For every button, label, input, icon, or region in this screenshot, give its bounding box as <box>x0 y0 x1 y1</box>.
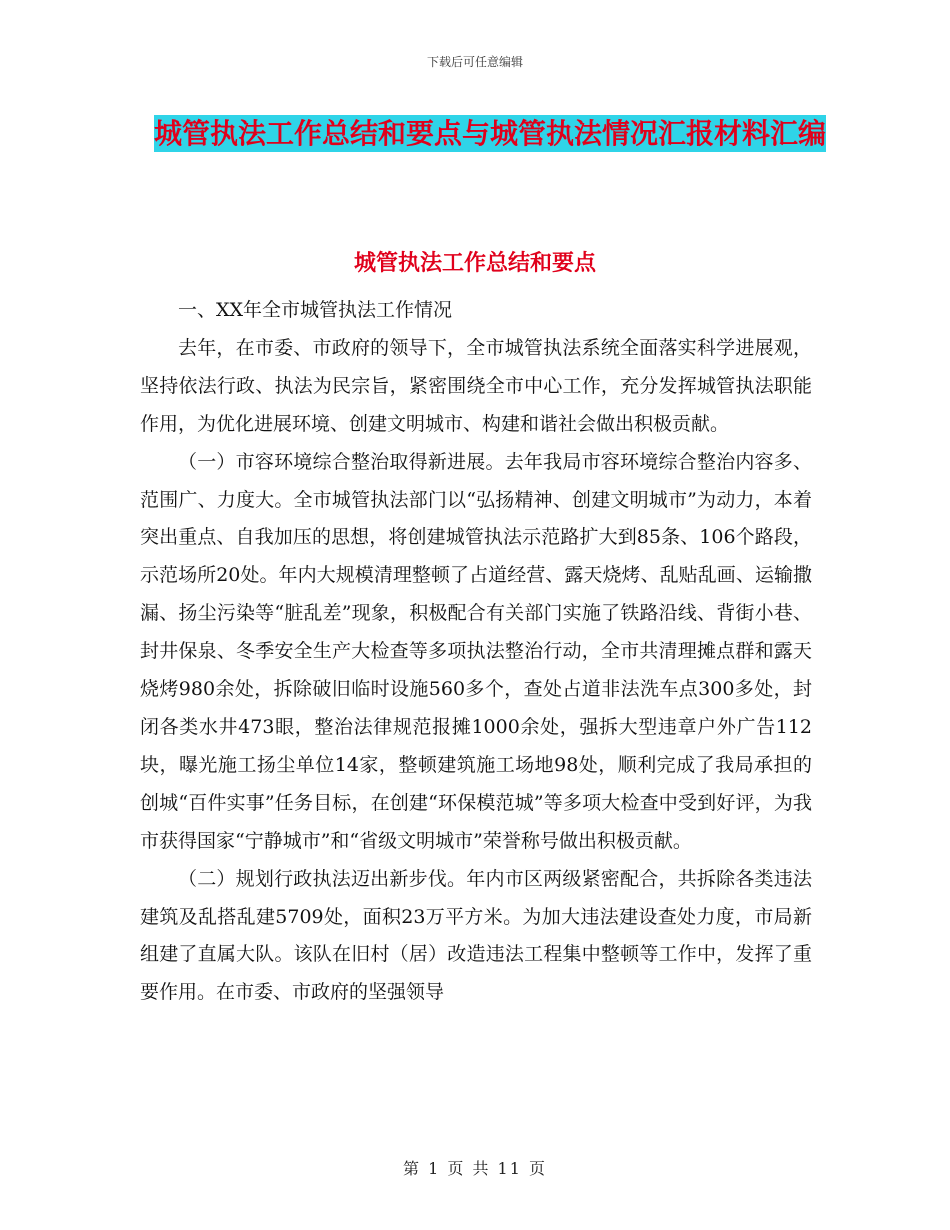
page-header-note: 下载后可任意编辑 <box>426 55 523 69</box>
document-title <box>150 108 830 160</box>
paragraph: （二）规划行政执法迈出新步伐。年内市区两级紧密配合，共拆除各类违法建筑及乱搭乱建5709处，面积23万平方米。为加大违法建设查处力度，市局新组建了直属大队。该队在旧村（居）改造违法工程集中整顿等工作中，发挥了重要作用。在市委、市政府的坚强领导 <box>140 867 812 1004</box>
page-number: 第 1 页 共 11 页 <box>403 1159 547 1178</box>
paragraph: 去年，在市委、市政府的领导下，全市城管执法系统全面落实科学进展观，坚持依法行政、执法为民宗旨，紧密围绕全市中心工作，充分发挥城管执法职能作用，为优化进展环境、创建文明城市、构建和谐社会做出积极贡献。 <box>140 336 812 435</box>
paragraph: （一）市容环境综合整治取得新进展。去年我局市容环境综合整治内容多、范围广、力度大。全市城管执法部门以“弘扬精神、创建文明城市”为动力，本着突出重点、自我加压的思想，将创建城管执法示范路扩大到85条、106个路段，示范场所20处。年内大规模清理整顿了占道经营、露天烧烤、乱贴乱画、运输撒漏、扬尘污染等“脏乱差”现象，积极配合有关部门实施了铁路沿线、背街小巷、封井保泉、冬季安全生产大检查等多项执法整治行动，全市共清理摊点群和露天烧烤980余处，拆除破旧临时设施560多个，查处占道非法洗车点300多处，封闭各类水井473眼，整治法律规范报摊1000余处，强拆大型违章户外广告112块，曝光施工扬尘单位14家，整顿建筑施工场地98处，顺利完成了我局承担的创城“百件实事”任务目标，在创建“环保模范城”等多项大检查中受到好评，为我市获得国家“宁静城市”和“省级文明城市”荣誉称号做出积极贡献。 <box>140 450 812 852</box>
section-title: 城管执法工作总结和要点 <box>353 251 596 276</box>
paragraph-heading: 一、XX年全市城管执法工作情况 <box>178 299 453 321</box>
document-body <box>140 292 812 1012</box>
document-title-text: 城管执法工作总结和要点与城管执法情况汇报材料汇编 <box>153 117 826 150</box>
